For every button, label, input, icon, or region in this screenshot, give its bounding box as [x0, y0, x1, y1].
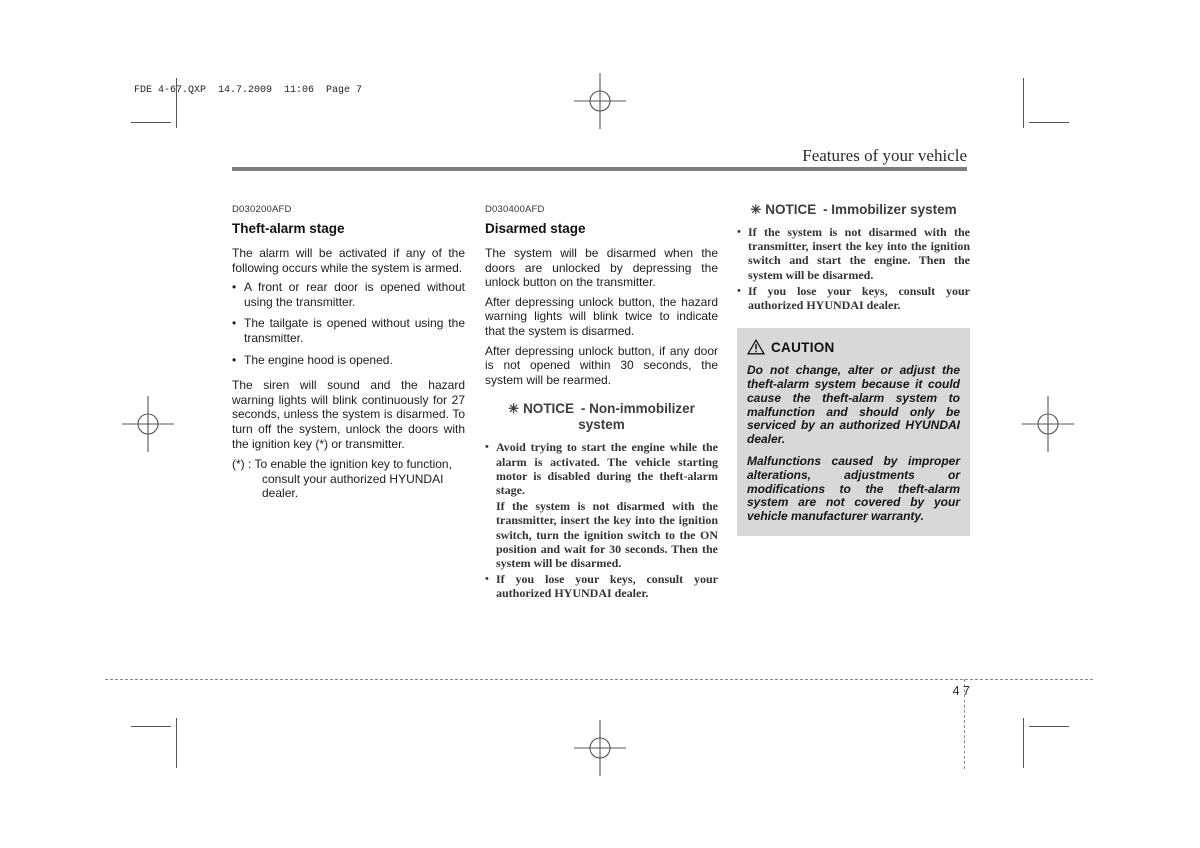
caution-box	[737, 328, 970, 536]
bullet-dot: •	[232, 352, 237, 367]
column-disarmed-stage	[485, 204, 718, 603]
crop-mark	[131, 726, 171, 727]
section-code: D030200AFD	[232, 204, 292, 215]
notice-text: If you lose your keys, consult your authorized HYUNDAI dealer.	[496, 572, 718, 601]
notice-text: If you lose your keys, consult your authorized HYUNDAI dealer.	[748, 283, 970, 313]
bullet-text: A front or rear door is opened without using the transmitter.	[244, 280, 465, 309]
body-paragraph: After depressing unlock button, the hazard warning lights will blink twice to indicate that the system is disarmed.	[485, 294, 718, 338]
column-theft-alarm	[232, 204, 465, 501]
notice-title: NOTICE	[523, 401, 575, 417]
notice-item	[485, 440, 718, 497]
page-number: 4 7	[952, 684, 970, 698]
warning-triangle-icon	[747, 339, 765, 355]
bullet-dot: •	[232, 316, 237, 331]
footnote: (*) : To enable the ignition key to function, consult your authorized HYUNDAI dealer.	[232, 457, 452, 501]
page-header-title: Features of your vehicle	[802, 146, 967, 165]
bullet-dot: •	[737, 284, 741, 297]
caution-title: CAUTION	[771, 339, 835, 355]
bullet-dot: •	[737, 226, 741, 238]
bullet-text: The tailgate is opened without using the transmitter.	[244, 316, 465, 345]
crop-mark	[1023, 718, 1024, 768]
section-heading: Theft-alarm stage	[232, 221, 345, 236]
caution-paragraph: Malfunctions caused by improper alterations, adjustments or modifications to the theft-alarm system are not covered by your vehicle manufacturer warranty.	[747, 454, 960, 524]
notice-item	[485, 572, 718, 600]
body-paragraph: The system will be disarmed when the doors are unlocked by depressing the unlock button on the transmitter.	[485, 246, 718, 290]
notice-title: NOTICE	[765, 202, 817, 217]
registration-mark	[1018, 394, 1078, 454]
crop-mark	[176, 718, 177, 768]
notice-subtitle: - Non-immobilizer system	[578, 401, 695, 433]
crop-mark	[1029, 122, 1069, 123]
section-heading: Disarmed stage	[485, 221, 586, 236]
notice-item	[737, 284, 970, 312]
notice-asterisk-icon: ✳	[750, 202, 762, 217]
bullet-dot: •	[485, 441, 489, 454]
bullet-item	[232, 316, 465, 350]
body-paragraph: After depressing unlock button, if any door is not opened within 30 seconds, the system will be rearmed.	[485, 343, 718, 387]
column-immobilizer-notice	[737, 202, 970, 536]
dashed-fold-line	[105, 679, 1093, 680]
bullet-dot: •	[232, 280, 237, 295]
registration-mark	[570, 718, 630, 778]
notice-text: If the system is not disarmed with the transmitter, insert the key into the ignition switch and start the engine. Then the system will be disarmed.	[748, 225, 970, 282]
bullet-item	[232, 353, 465, 373]
notice-continuation: If the system is not disarmed with the transmitter, insert the key into the ignition switch, turn the ignition switch to the ON position and wait for 30 seconds. Then the system will be disarmed.	[496, 499, 718, 570]
registration-mark	[118, 394, 178, 454]
body-paragraph: The siren will sound and the hazard warning lights will blink continuously for 27 seconds, unless the system is disarmed. To turn off the system, unlock the doors with the ignition key (*) or transmitter.	[232, 378, 465, 451]
body-paragraph: The alarm will be activated if any of the following occurs while the system is armed.	[232, 246, 465, 275]
notice-subtitle: - Immobilizer system	[823, 202, 957, 217]
notice-heading	[737, 202, 970, 218]
notice-item	[737, 225, 970, 282]
caution-header	[747, 339, 960, 355]
crop-mark	[1023, 78, 1024, 128]
notice-text: Avoid trying to start the engine while the alarm is activated. The vehicle starting motor is disabled during the theft-alarm stage.	[496, 440, 718, 497]
bullet-dot: •	[485, 573, 489, 586]
crop-mark	[131, 122, 171, 123]
caution-paragraph: Do not change, alter or adjust the theft-alarm system because it could cause the theft-alarm system to malfunction and should only be serviced by an authorized HYUNDAI dealer.	[747, 363, 960, 447]
bullet-text: The engine hood is opened.	[244, 352, 393, 367]
notice-asterisk-icon: ✳	[508, 401, 520, 417]
registration-mark	[570, 71, 630, 131]
bullet-item	[232, 280, 465, 314]
crop-mark	[1029, 726, 1069, 727]
header-rule	[232, 167, 967, 171]
notice-heading	[485, 401, 718, 433]
section-code: D030400AFD	[485, 204, 545, 215]
print-info: FDE 4-67.QXP 14.7.2009 11:06 Page 7	[134, 85, 363, 96]
